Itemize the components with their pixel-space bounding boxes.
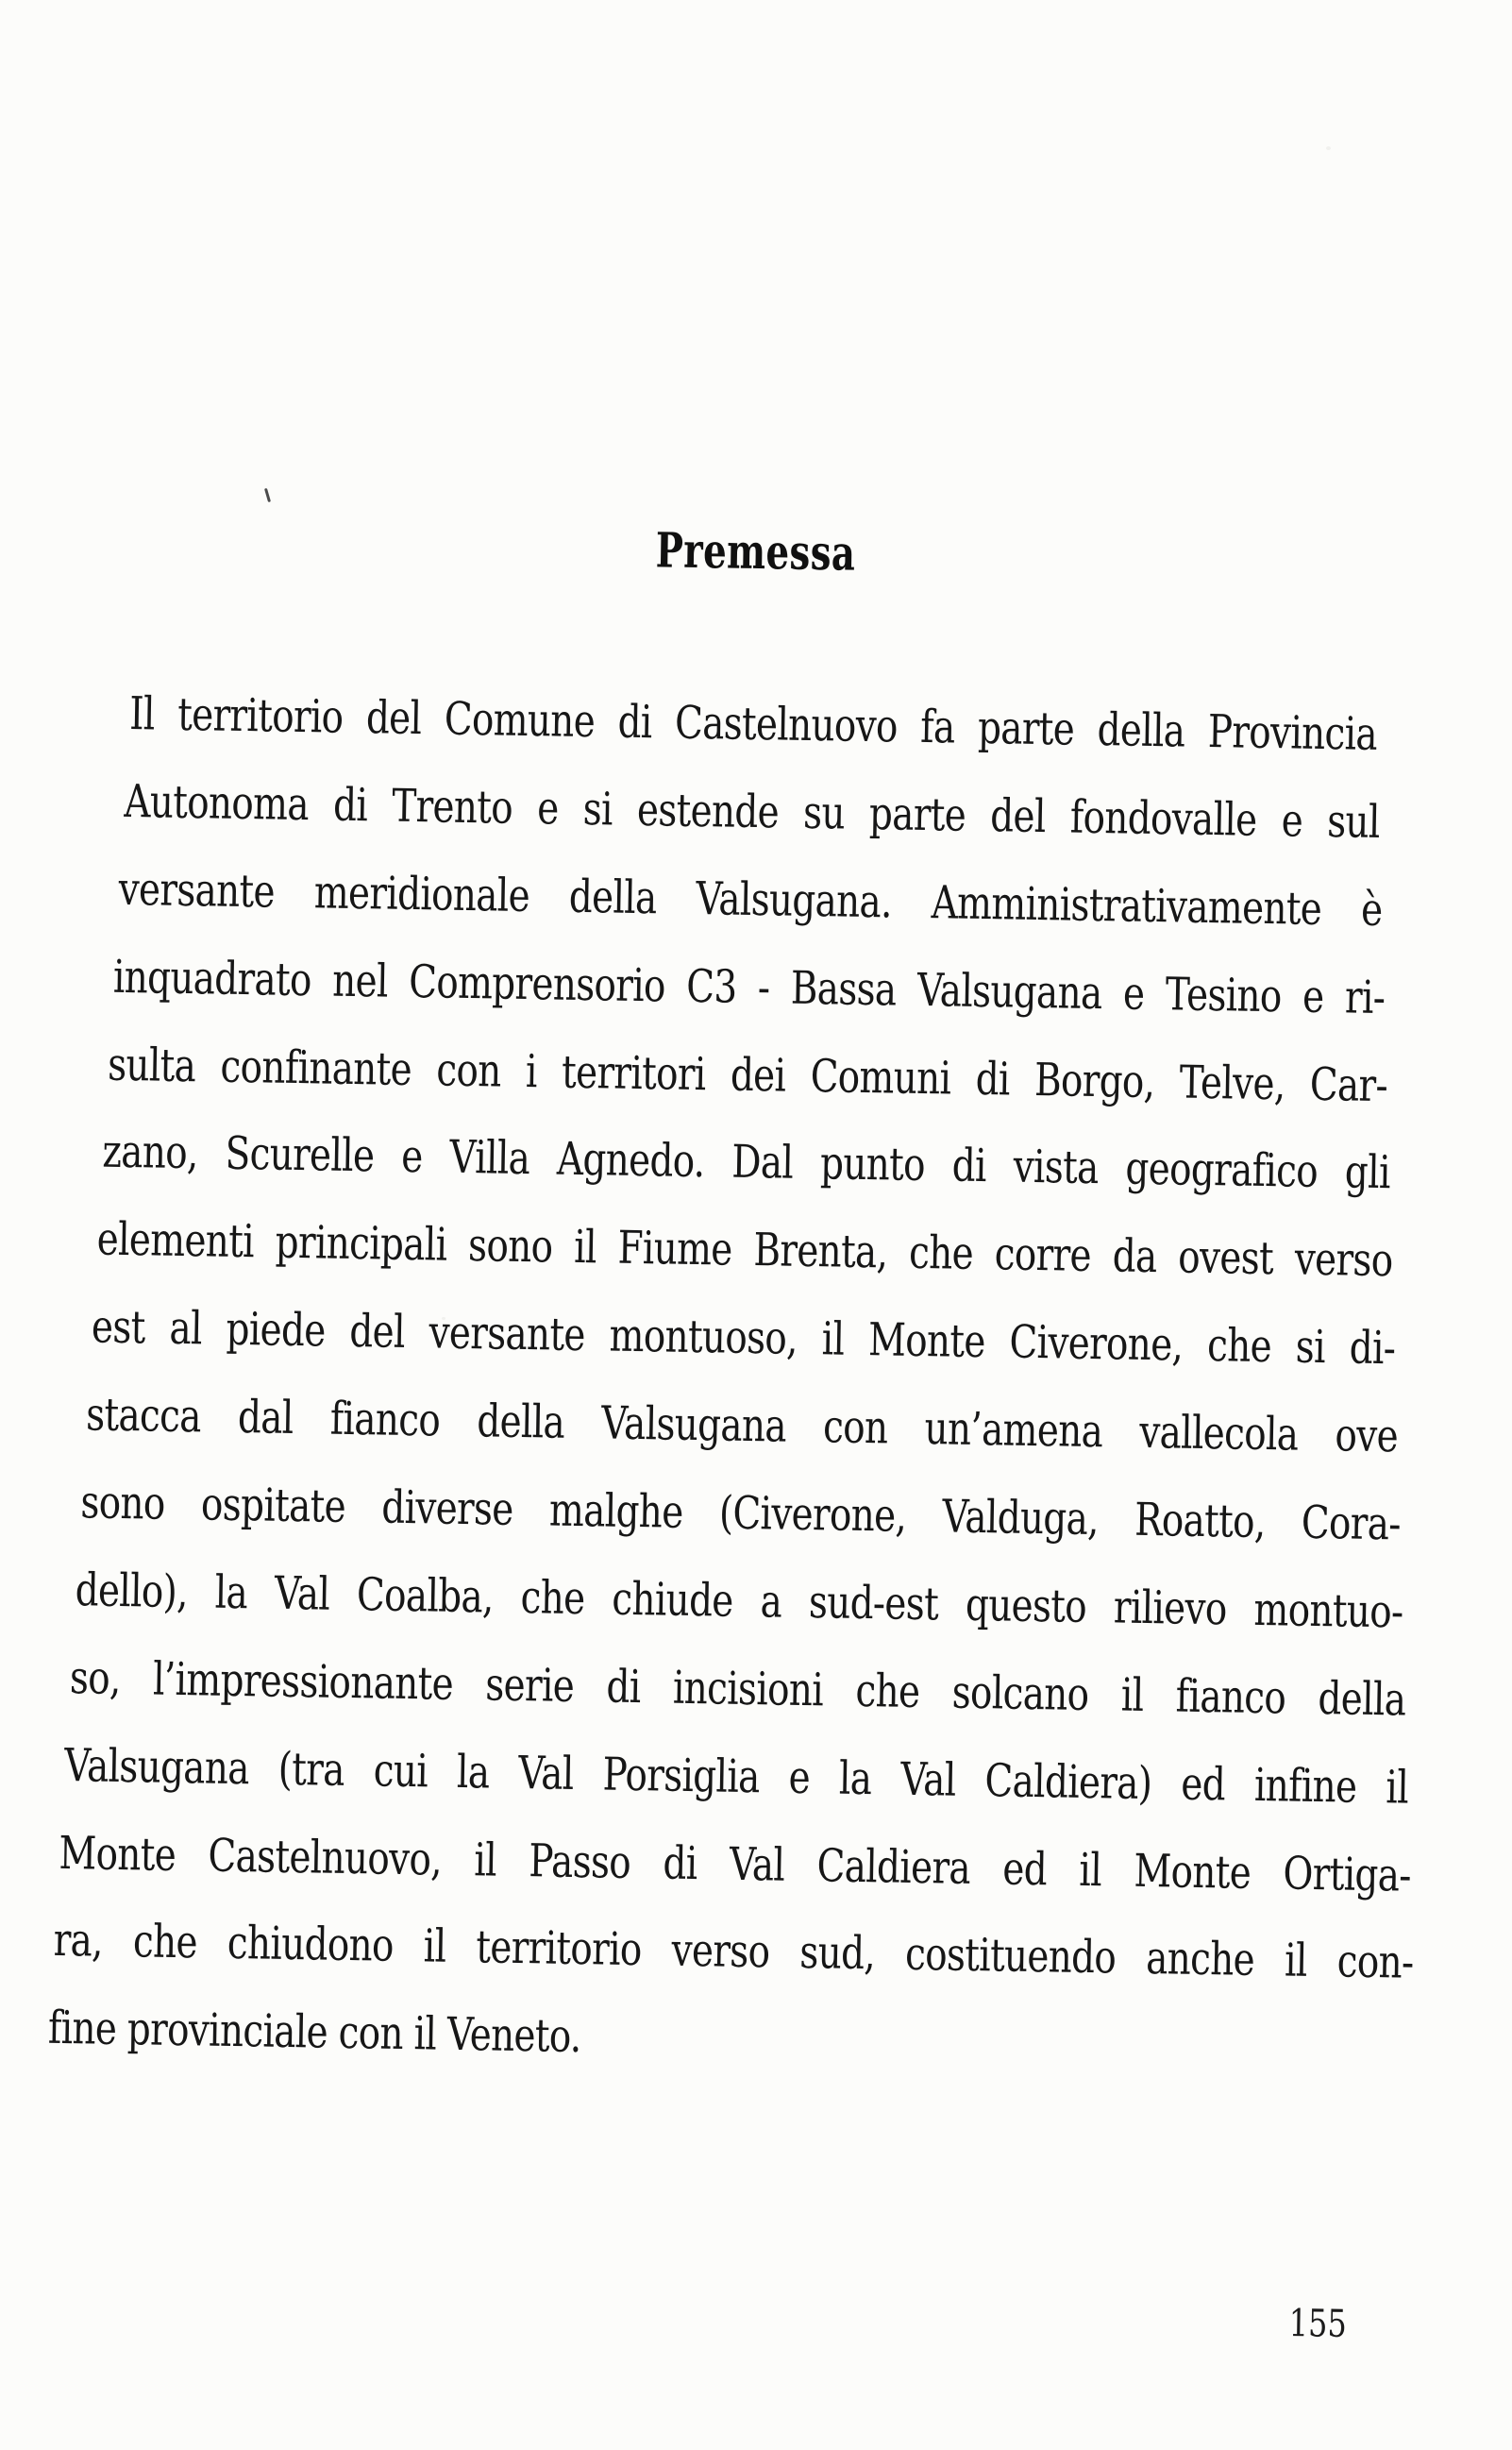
text-line: Valsugana (tra cui la Val Porsiglia e la Val Caldiera) ed infine il xyxy=(63,1738,1409,1815)
page-title: Premessa xyxy=(655,522,856,583)
text-line: sulta confinante con i territori dei Comuni di Borgo, Telve, Car- xyxy=(107,1038,1388,1112)
text-line: est al piede del versante montuoso, il Monte Civerone, che si di- xyxy=(91,1300,1396,1376)
text-line: dello), la Val Coalba, che chiude a sud-est questo rilievo montuo- xyxy=(75,1563,1403,1639)
text-line: Il territorio del Comune di Castelnuovo fa parte della Provincia xyxy=(128,686,1378,761)
text-line: elementi principali sono il Fiume Brenta, che corre da ovest verso xyxy=(96,1212,1393,1288)
page-number: 155 xyxy=(1288,2302,1348,2346)
text-line: so, l’impressionante serie di incisioni che solcano il fianco della xyxy=(69,1650,1406,1727)
text-line: stacca dal fianco della Valsugana con un’amena vallecola ove xyxy=(85,1388,1399,1463)
text-line: zano, Scurelle e Villa Agnedo. Dal punto di vista geografico gli xyxy=(102,1125,1391,1200)
text-line: Autonoma di Trento e si estende su parte del fondovalle e sul xyxy=(124,774,1381,849)
ink-speck-mark xyxy=(264,488,271,502)
text-line: ra, che chiudono il territorio verso sud, costituendo anche il con- xyxy=(53,1914,1414,1990)
text-line: inquadrato nel Comprensorio C3 - Bassa Valsugana e Tesino e ri- xyxy=(112,950,1386,1024)
body-text xyxy=(47,670,1438,2095)
text-line: fine provinciale con il Veneto. xyxy=(47,2002,582,2064)
text-line: sono ospitate diverse malghe (Civerone, Valduga, Roatto, Cora- xyxy=(80,1476,1402,1551)
paper-speck xyxy=(1326,146,1331,150)
text-line: Monte Castelnuovo, il Passo di Val Caldiera ed il Monte Ortiga- xyxy=(59,1826,1412,1902)
text-line: versante meridionale della Valsugana. Amministrativamente è xyxy=(118,862,1383,937)
